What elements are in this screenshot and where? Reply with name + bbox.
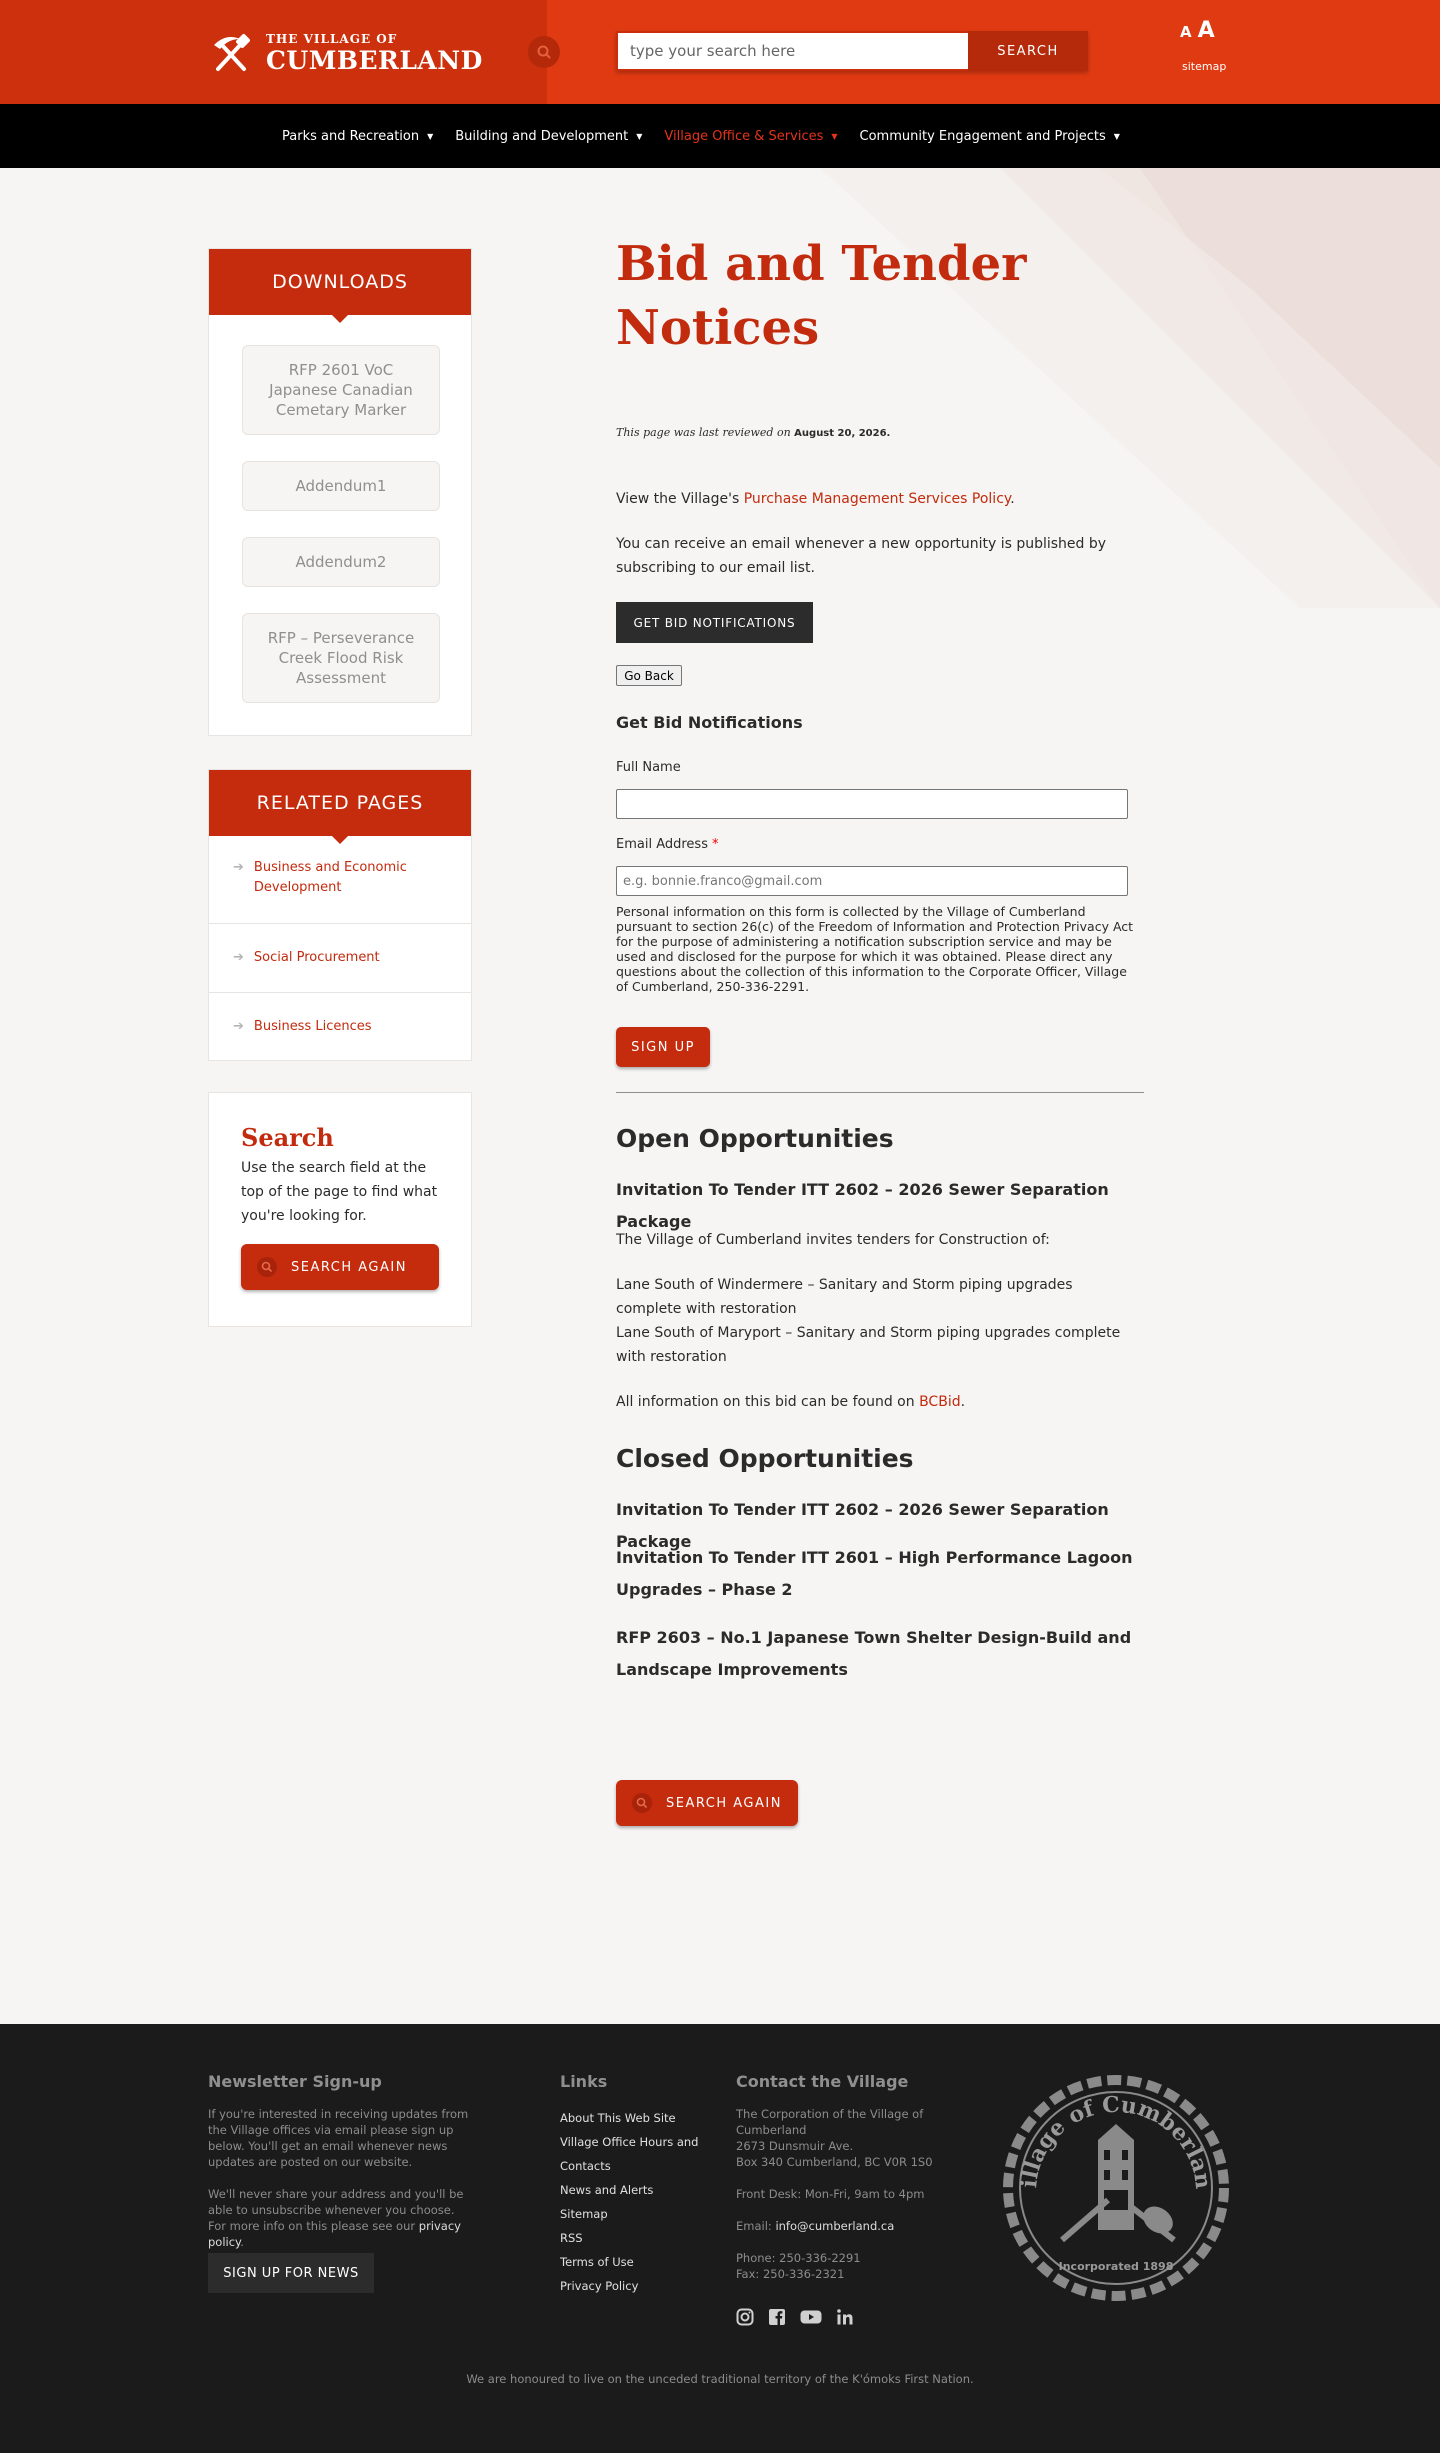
download-item[interactable]: Addendum1	[242, 461, 440, 511]
svg-text:Village of Cumberland: illage of Cumberlan	[1016, 2091, 1217, 2191]
download-item[interactable]: RFP 2601 VoC Japanese Canadian Cemetary Marker	[242, 345, 440, 435]
bcbid-paragraph: All information on this bid can be found on BCBid.	[616, 1394, 966, 1410]
linkedin-icon[interactable]	[836, 2308, 854, 2326]
nav-item-community[interactable]: Community Engagement and Projects ▼	[859, 128, 1120, 144]
pick-shovel-icon	[210, 33, 252, 75]
form-title: Get Bid Notifications	[616, 713, 803, 732]
privacy-notice: Personal information on this form is collected by the Village of Cumberland pursuant to section 26(c) of the Freedom of Information and Protection Privacy Act for the purpose of administering a notification subscription service and may be used and disclosed for the purpose for which it was obtained. Please direct any questions about the collection of this information to the Corporate Officer, Village of Cumberland, 250-336-2291.	[616, 904, 1134, 994]
contact-title: Contact the Village	[736, 2072, 909, 2091]
caret-down-icon: ▼	[831, 131, 838, 141]
land-acknowledgement: We are honoured to live on the unceded traditional territory of the K'ómoks First Nation.	[466, 2372, 974, 2386]
sign-up-for-news-button[interactable]: SIGN UP FOR NEWS	[208, 2253, 374, 2293]
search-again-button-bottom[interactable]: SEARCH AGAIN	[616, 1780, 798, 1826]
open-opportunity-line: Lane South of Maryport – Sanitary and Storm piping upgrades complete with restoration	[616, 1325, 1121, 1365]
required-marker: *	[711, 837, 719, 852]
font-size-control	[1180, 18, 1215, 43]
open-opportunity-intro: The Village of Cumberland invites tenders for Construction of:	[616, 1232, 1050, 1248]
facebook-icon[interactable]	[768, 2308, 786, 2326]
font-decrease-button[interactable]: A	[1180, 23, 1192, 41]
search-icon	[536, 44, 552, 60]
search-panel	[208, 1092, 472, 1327]
arrow-right-icon: ➔	[233, 1019, 244, 1034]
email-field[interactable]: e.g. bonnie.franco@gmail.com	[616, 866, 1128, 896]
policy-link[interactable]: Purchase Management Services Policy	[743, 491, 1011, 507]
related-link-business-economic[interactable]: ➔ Business and Economic Development	[209, 836, 471, 924]
header-search-form	[616, 31, 1088, 71]
email-paragraph: You can receive an email whenever a new opportunity is published by subscribing to our email list.	[616, 536, 1107, 576]
sitemap-link[interactable]: sitemap	[1182, 60, 1227, 73]
sign-up-button[interactable]: SIGN UP	[616, 1027, 710, 1067]
footer-link[interactable]: Privacy Policy	[560, 2279, 639, 2293]
email-label: Email Address *	[616, 837, 719, 852]
arrow-right-icon: ➔	[233, 950, 244, 965]
search-panel-title: Search	[241, 1123, 334, 1152]
footer-link[interactable]: Terms of Use	[560, 2255, 634, 2269]
search-toggle-icon[interactable]	[528, 36, 560, 68]
full-name-field[interactable]	[616, 789, 1128, 819]
reviewed-date: August 20, 2026.	[794, 428, 891, 439]
logo-big-text: CUMBERLAND	[266, 46, 483, 75]
download-item[interactable]: Addendum2	[242, 537, 440, 587]
page-title: Bid and Tender Notices	[616, 236, 1027, 356]
contact-email: Email: info@cumberland.ca	[736, 2219, 895, 2233]
links-title: Links	[560, 2072, 608, 2091]
footer-link[interactable]: Village Office Hours and Contacts	[560, 2135, 699, 2173]
search-icon	[257, 1257, 277, 1277]
footer-link[interactable]: About This Web Site	[560, 2111, 676, 2125]
email-link[interactable]: info@cumberland.ca	[775, 2219, 895, 2233]
site-header	[0, 0, 1440, 104]
downloads-title: DOWNLOADS	[209, 249, 471, 315]
closed-opportunity-title: RFP 2603 – No.1 Japanese Town Shelter Design-Build and Landscape Improvements	[616, 1628, 1132, 1679]
last-reviewed: This page was last reviewed on August 20, 2026.	[616, 426, 891, 439]
related-pages-title: RELATED PAGES	[209, 770, 471, 836]
social-links	[736, 2308, 854, 2326]
site-logo[interactable]	[210, 30, 490, 78]
related-link-social-procurement[interactable]: ➔ Social Procurement	[209, 924, 471, 993]
full-name-label: Full Name	[616, 760, 681, 775]
policy-paragraph: View the Village's Purchase Management Services Policy.	[616, 491, 1015, 507]
footer-link[interactable]: Sitemap	[560, 2207, 608, 2221]
go-back-button[interactable]: Go Back	[616, 665, 682, 686]
contact-phone: Phone: 250-336-2291 Fax: 250-336-2321	[736, 2251, 861, 2281]
downloads-panel	[208, 248, 472, 736]
nav-item-building[interactable]: Building and Development ▼	[455, 128, 643, 144]
divider	[616, 1092, 1144, 1093]
open-opportunity-title: Invitation To Tender ITT 2602 – 2026 Sewer Separation Package	[616, 1180, 1109, 1231]
logo-small-text: THE VILLAGE OF	[266, 32, 398, 46]
youtube-icon[interactable]	[800, 2308, 822, 2326]
search-button[interactable]: SEARCH	[968, 31, 1088, 71]
bcbid-link[interactable]: BCBid	[919, 1394, 961, 1410]
main-nav	[0, 104, 1440, 168]
nav-item-village-office[interactable]: Village Office & Services ▼	[664, 128, 838, 144]
open-opportunity-line: Lane South of Windermere – Sanitary and Storm piping upgrades complete with restoration	[616, 1277, 1073, 1317]
footer-links	[560, 2106, 710, 2298]
newsletter-description: If you're interested in receiving updates from the Village offices via email please sign up below. You'll get an email whenever news updates are posted on our website.	[208, 2107, 469, 2169]
related-link-business-licences[interactable]: ➔ Business Licences	[209, 993, 471, 1060]
village-seal-logo	[998, 2070, 1234, 2306]
open-opportunities-heading: Open Opportunities	[616, 1124, 894, 1153]
caret-down-icon: ▼	[427, 131, 434, 141]
arrow-right-icon: ➔	[233, 860, 244, 875]
front-desk-hours: Front Desk: Mon-Fri, 9am to 4pm	[736, 2187, 925, 2201]
download-item[interactable]: RFP – Perseverance Creek Flood Risk Assessment	[242, 613, 440, 703]
closed-opportunity-title: Invitation To Tender ITT 2602 – 2026 Sewer Separation Package	[616, 1500, 1109, 1551]
search-icon	[632, 1793, 652, 1813]
caret-down-icon: ▼	[636, 131, 643, 141]
search-again-button[interactable]: SEARCH AGAIN	[241, 1244, 439, 1290]
caret-down-icon: ▼	[1113, 131, 1120, 141]
newsletter-title: Newsletter Sign-up	[208, 2072, 382, 2091]
privacy-policy-link[interactable]: privacy policy	[208, 2219, 461, 2249]
footer-link[interactable]: RSS	[560, 2231, 583, 2245]
nav-item-parks[interactable]: Parks and Recreation ▼	[282, 128, 434, 144]
font-increase-button[interactable]: A	[1197, 18, 1215, 43]
instagram-icon[interactable]	[736, 2308, 754, 2326]
contact-address: The Corporation of the Village of Cumberland 2673 Dunsmuir Ave. Box 340 Cumberland, BC V0R 1S0	[736, 2107, 933, 2169]
closed-opportunity-title: Invitation To Tender ITT 2601 – High Performance Lagoon Upgrades – Phase 2	[616, 1548, 1133, 1599]
search-input[interactable]	[616, 31, 968, 71]
search-panel-description: Use the search field at the top of the page to find what you're looking for.	[241, 1160, 438, 1224]
related-pages-panel	[208, 769, 472, 1061]
closed-opportunities-heading: Closed Opportunities	[616, 1444, 914, 1473]
footer-link[interactable]: News and Alerts	[560, 2183, 654, 2197]
svg-text:Incorporated 1898: Incorporated 1898	[1058, 2260, 1174, 2273]
newsletter-privacy: We'll never share your address and you'll be able to unsubscribe whenever you choose. For more info on this please see our privacy policy.	[208, 2187, 464, 2249]
get-bid-notifications-button[interactable]: GET BID NOTIFICATIONS	[616, 602, 813, 643]
